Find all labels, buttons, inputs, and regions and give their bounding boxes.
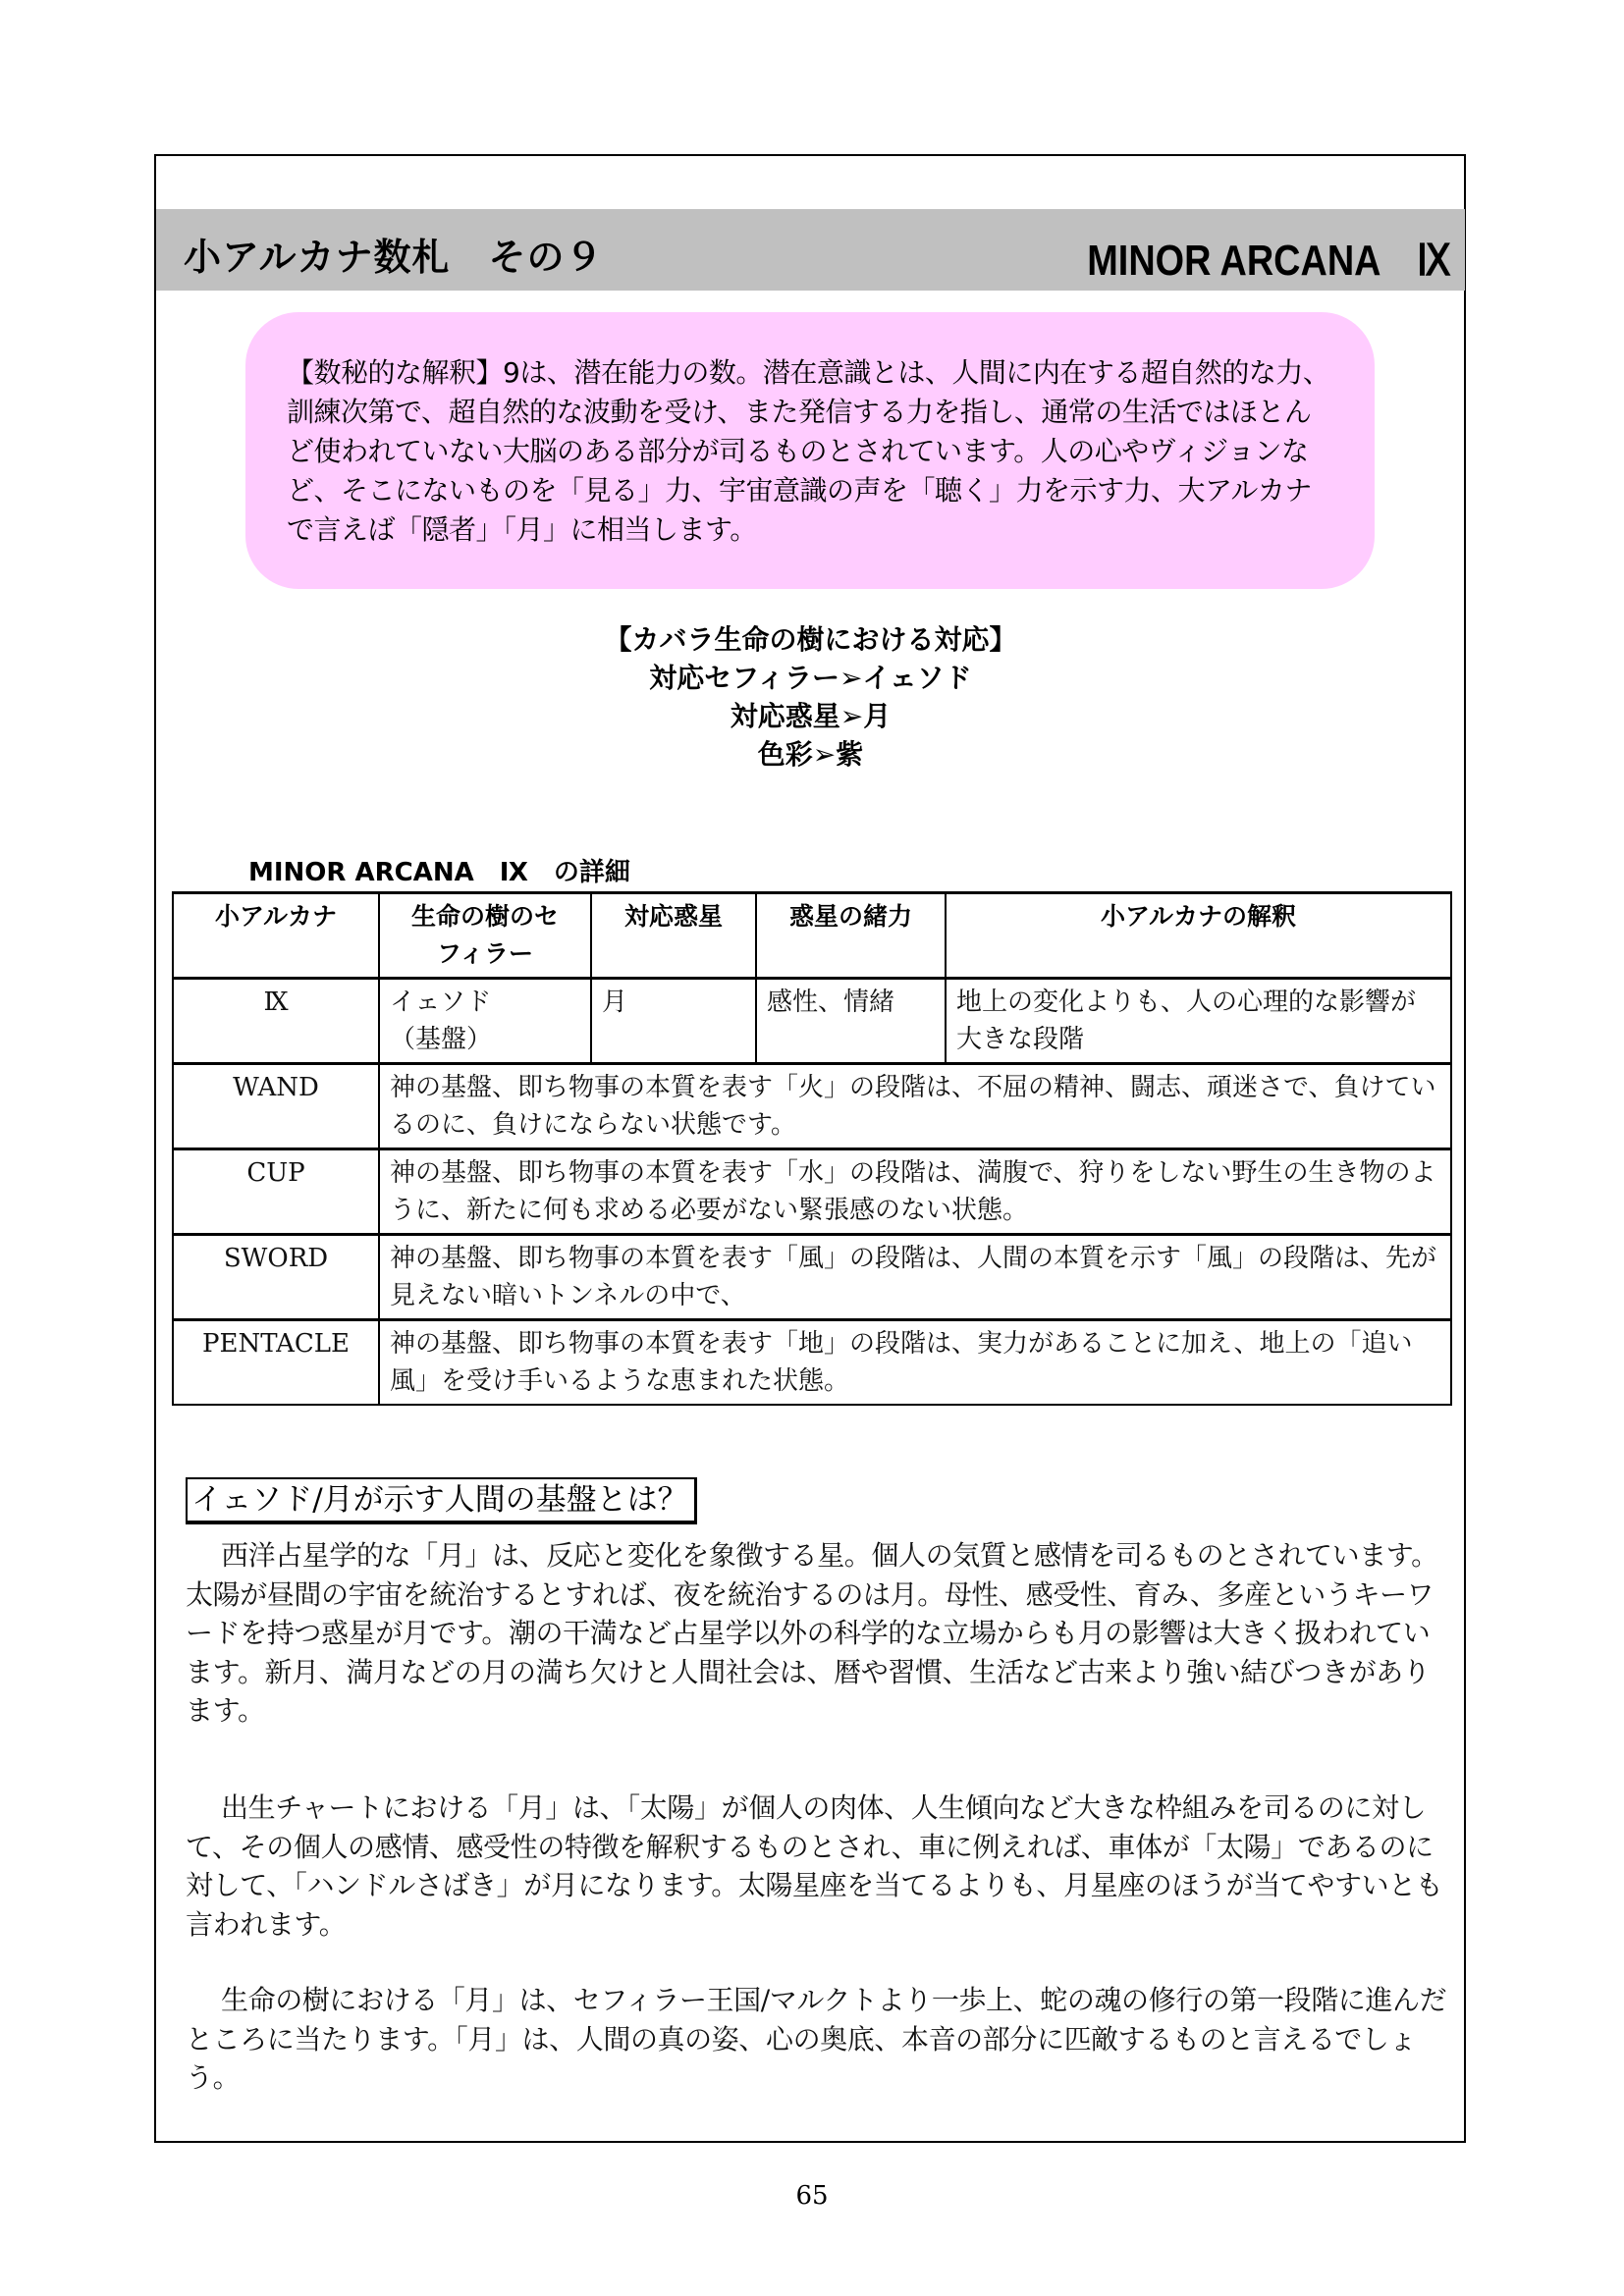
- cell-sephira-meaning: （基盤）: [390, 1025, 493, 1054]
- cell-interpretation: 地上の変化よりも、人の心理的な影響が大きな段階: [946, 979, 1451, 1064]
- suit-name: WAND: [173, 1064, 379, 1149]
- suit-name: CUP: [173, 1149, 379, 1235]
- header-sephira-text: 生命の樹のセフィラー: [411, 902, 560, 968]
- kabbalah-sephira: 対応セフィラー➢イェソド: [649, 662, 972, 694]
- kabbalah-heading: 【カバラ生命の樹における対応】: [604, 623, 1017, 656]
- cell-power: 感性、情緒: [756, 979, 946, 1064]
- cell-arcana: Ⅸ: [173, 979, 379, 1064]
- table-row: [173, 1064, 1451, 1149]
- cell-planet: 月: [591, 979, 756, 1064]
- header-interpretation: 小アルカナの解釈: [946, 893, 1451, 979]
- numerology-text: 【数秘的な解釈】9は、潜在能力の数。潜在意識とは、人間に内在する超自然的な力、訓練次第で、超自然的な波動を受け、また発信する力を指し、通常の生活ではほとんど使われていない大脳のある部分が司るものとされています。人の心やヴィジョンなど、そこにないものを「見る」力、宇宙意識の声を「聴く」力を示す力、大アルカナで言えば「隠者」「月」に相当します。: [287, 356, 1330, 546]
- suit-description: 神の基盤、即ち物事の本質を表す「水」の段階は、満腹で、狩りをしない野生の生き物のように、新たに何も求める必要がない緊張感のない状態。: [379, 1149, 1451, 1235]
- table-row: [173, 1235, 1451, 1320]
- kabbalah-color: 色彩➢紫: [757, 738, 864, 771]
- cell-sephira: [379, 979, 591, 1064]
- kabbalah-planet: 対応惑星➢月: [730, 700, 892, 732]
- table-row: [173, 1149, 1451, 1235]
- header-power: 惑星の緒力: [756, 893, 946, 979]
- table-row: [173, 1320, 1451, 1406]
- detail-table: [172, 891, 1452, 1406]
- page-title-english: MINOR ARCANA Ⅸ: [1087, 237, 1451, 285]
- detail-table-title: MINOR ARCANA Ⅸ の詳細: [248, 858, 630, 887]
- body-paragraph: 西洋占星学的な「月」は、反応と変化を象徴する星。個人の気質と感情を司るものとされています。太陽が昼間の宇宙を統治するとすれば、夜を統治するのは月。母性、感受性、育み、多産というキーワードを持つ惑星が月です。潮の干満など占星学以外の科学的な立場からも月の影響は大きく扱われています。新月、満月などの月の満ち欠けと人間社会は、暦や習慣、生活など古来より強い結びつきがあります。: [186, 1539, 1438, 1727]
- body-paragraph: 生命の樹における「月」は、セフィラー王国/マルクトより一歩上、蛇の魂の修行の第一段階に進んだところに当たります。「月」は、人間の真の姿、心の奥底、本音の部分に匹敵するものと言えるでしょう。: [186, 1984, 1447, 2094]
- suit-description: 神の基盤、即ち物事の本質を表す「火」の段階は、不屈の精神、闘志、頑迷さで、負けているのに、負けにならない状態です。: [379, 1064, 1451, 1149]
- body-paragraph: 出生チャートにおける「月」は、「太陽」が個人の肉体、人生傾向など大きな枠組みを司るのに対して、その個人の感情、感受性の特徴を解釈するものとされ、車に例えれば、車体が「太陽」であるのに対して、「ハンドルさばき」が月になります。太陽星座を当てるよりも、月星座のほうが当てやすいとも言われます。: [186, 1791, 1443, 1941]
- table-row-main: [173, 979, 1451, 1064]
- table-header-row: [173, 893, 1451, 979]
- page-header: [156, 209, 1465, 291]
- page-title-japanese: 小アルカナ数札 その９: [184, 236, 604, 279]
- suit-name: PENTACLE: [173, 1320, 379, 1406]
- kabbalah-correspondence: [156, 620, 1465, 774]
- section-heading: イェソド/月が示す人間の基盤とは？: [186, 1477, 697, 1524]
- suit-description: 神の基盤、即ち物事の本質を表す「風」の段階は、人間の本質を示す「風」の段階は、先が見えない暗いトンネルの中で、: [379, 1235, 1451, 1320]
- suit-name: SWORD: [173, 1235, 379, 1320]
- cell-sephira-name: イェソド: [390, 988, 492, 1017]
- suit-description: 神の基盤、即ち物事の本質を表す「地」の段階は、実力があることに加え、地上の「追い風」を受け手いるような恵まれた状態。: [379, 1320, 1451, 1406]
- header-arcana: 小アルカナ: [173, 893, 379, 979]
- numerology-callout: [245, 312, 1375, 589]
- header-sephira: [379, 893, 591, 979]
- page-number: 65: [795, 2181, 829, 2211]
- header-planet: 対応惑星: [591, 893, 756, 979]
